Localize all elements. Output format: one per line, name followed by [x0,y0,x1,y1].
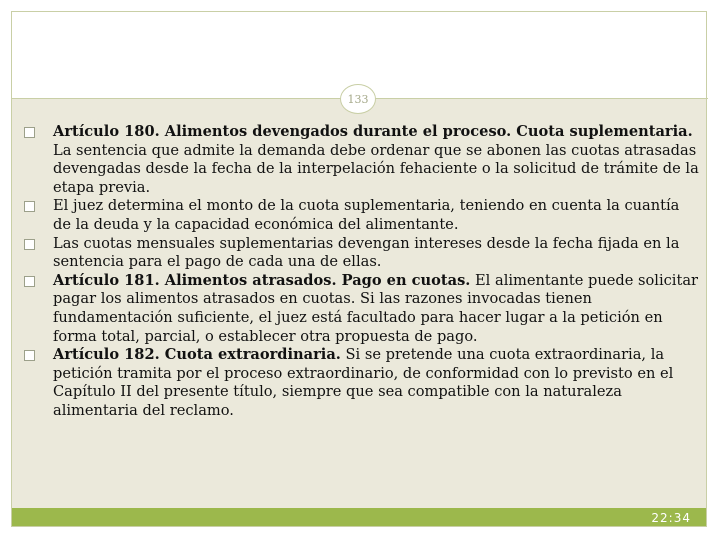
page-number-badge [340,84,376,114]
article-text: El juez determina el monto de la cuota suplementaria, teniendo en cuenta la cuantía de la deuda y la capacidad económica del alimentante. [53,197,680,233]
article-heading: Artículo 181. Alimentos atrasados. Pago en cuotas. [53,271,471,289]
bullet-square-icon [24,350,35,361]
footer-time: 22:34 [651,511,691,525]
bullet-square-icon [24,201,35,212]
page-number: 133 [347,92,369,106]
article-text: La sentencia que admite la demanda debe ordenar que se abonen las cuotas atrasadas devengadas desde la fecha de la interpelación fehaciente o la solicitud de trámite de la etapa previa. [53,141,699,196]
list-item [24,197,700,234]
list-item [24,123,700,197]
list-item [24,272,700,346]
article-heading: Artículo 182. Cuota extraordinaria. [53,346,341,364]
bullet-square-icon [24,239,35,250]
list-item [24,346,700,420]
footer-bar [12,508,706,526]
article-text: Si se pretende una cuota extraordinaria, la petición tramita por el proceso extraordinario, de conformidad con lo previsto en el Capítulo II del presente título, siempre que sea compatible con la naturaleza alimentaria del reclamo. [53,346,674,419]
bullet-square-icon [24,127,35,138]
article-list [24,123,700,421]
list-item [24,235,700,272]
article-text: Las cuotas mensuales suplementarias devengan intereses desde la fecha fijada en la sentencia para el pago de cada una de ellas. [53,234,680,271]
bullet-square-icon [24,276,35,287]
article-text: El alimentante puede solicitar pagar los alimentos atrasados en cuotas. Si las razones invocadas tienen fundamentación suficiente, el juez está facultado para hacer lugar a la petición en forma total, parcial, o establecer otra propuesta de pago. [53,271,698,345]
article-heading: Artículo 180. Alimentos devengados durante el proceso. Cuota suplementaria. [53,123,693,140]
